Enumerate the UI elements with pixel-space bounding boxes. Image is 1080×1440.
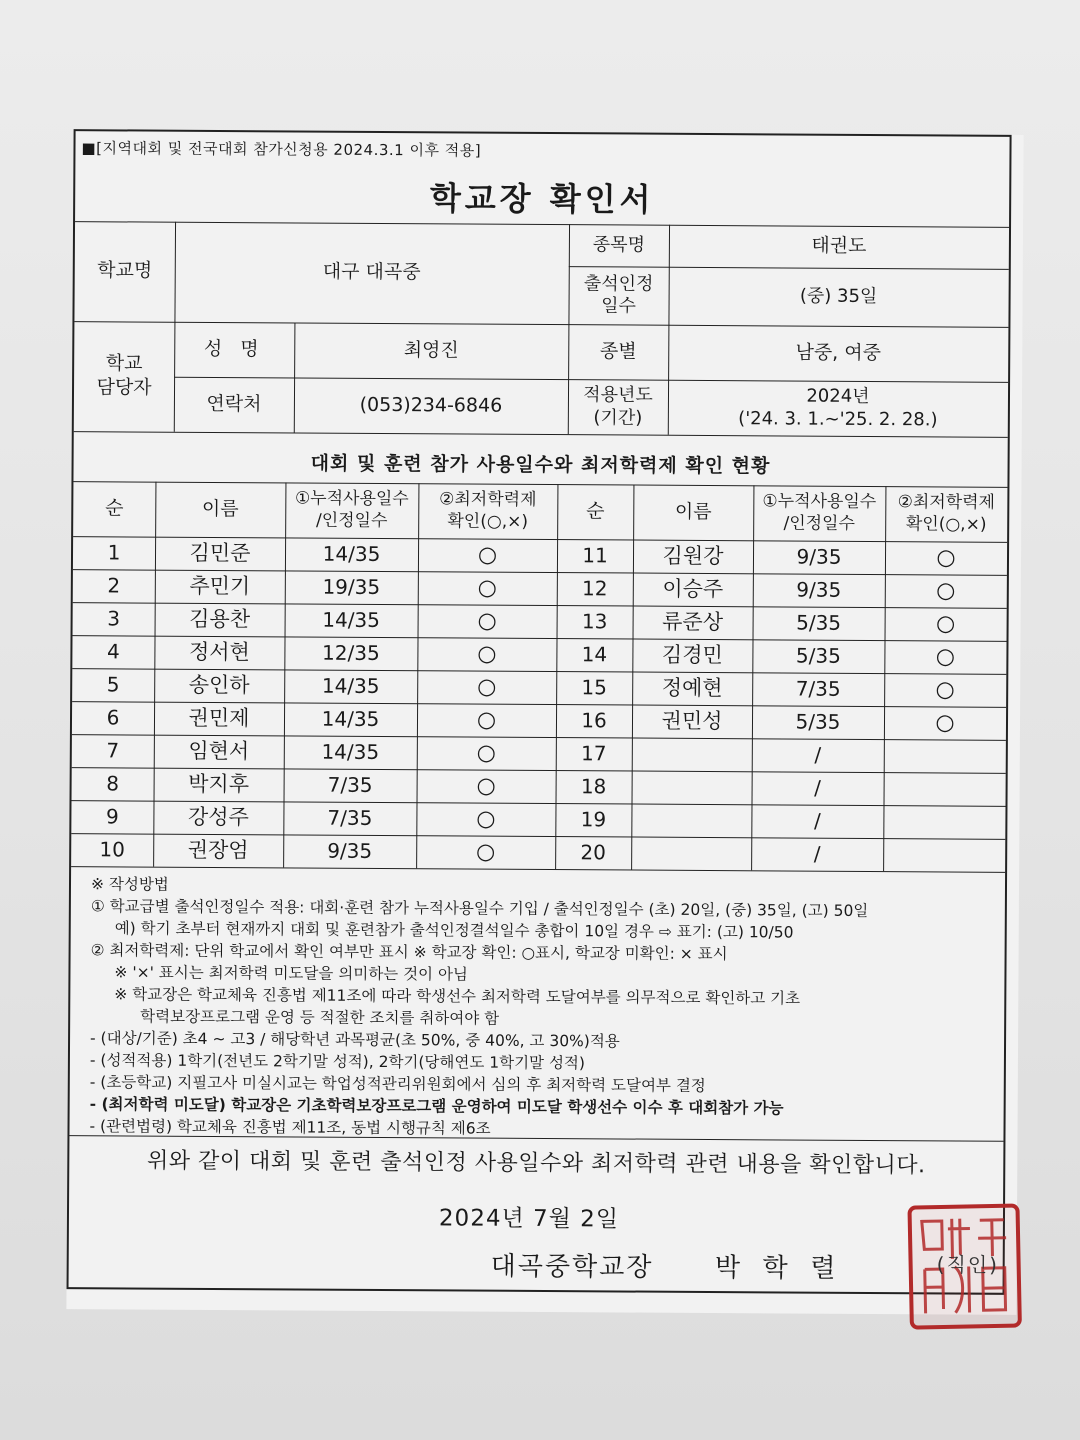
student-days: 14/35 bbox=[321, 673, 380, 698]
student-name: 임현서 bbox=[188, 739, 250, 764]
confirmation-statement: 위와 같이 대회 및 훈련 출석인정 사용일수와 최저학력 관련 내용을 확인합니다. bbox=[146, 1148, 926, 1179]
student-days: / bbox=[813, 808, 821, 833]
student-name: 김원강 bbox=[662, 544, 724, 569]
student-check: ○ bbox=[935, 611, 956, 637]
student-check: ○ bbox=[477, 575, 497, 601]
header-days-left: ①누적사용일수 /인정일수 bbox=[294, 488, 409, 531]
student-days: 14/35 bbox=[321, 706, 380, 731]
student-name: 권민성 bbox=[661, 709, 723, 734]
student-name: 권장엄 bbox=[187, 838, 249, 863]
student-days: 7/35 bbox=[327, 805, 373, 830]
student-check: ○ bbox=[476, 707, 497, 733]
student-name: 송인하 bbox=[188, 673, 250, 698]
row-no: 19 bbox=[580, 807, 607, 832]
note-line: - (초등학교) 지필고사 미실시교는 학업성적관리위원회에서 심의 후 최저학력 도달여부 결정 bbox=[89, 1073, 706, 1095]
student-check: ○ bbox=[476, 839, 496, 865]
row-no: 9 bbox=[105, 804, 119, 829]
certificate-form bbox=[67, 129, 1012, 1295]
row-no: 7 bbox=[106, 738, 120, 763]
student-name: 강성주 bbox=[187, 805, 249, 830]
row-no: 12 bbox=[582, 576, 608, 601]
row-no: 16 bbox=[581, 708, 607, 733]
row-no: 18 bbox=[580, 774, 607, 799]
student-check: ○ bbox=[476, 740, 496, 766]
student-days: 14/35 bbox=[322, 607, 381, 632]
note-line: 학력보장프로그램 운영 등 적절한 조치를 취하여야 함 bbox=[140, 1007, 500, 1028]
row-no: 3 bbox=[107, 606, 121, 631]
attendance-label: 출석인정 일수 bbox=[583, 272, 654, 317]
student-check: ○ bbox=[936, 578, 956, 604]
student-name: 권민제 bbox=[188, 706, 250, 731]
contact-value: (053)234-6846 bbox=[359, 393, 503, 417]
principal-signature: 대곡중학교장 박 학 렬 bbox=[490, 1251, 838, 1284]
note-line: ※ 학교장은 학교체육 진흥법 제11조에 따라 학생선수 최저학력 도달여부를 의무적으로 확인하고 기초 bbox=[114, 985, 801, 1008]
note-line: - (성적적용) 1학기(전년도 2학기말 성적), 2학기(당해연도 1학기말 성적) bbox=[89, 1051, 586, 1073]
row-no: 5 bbox=[106, 672, 120, 697]
school-name-value: 대구 대곡중 bbox=[322, 260, 421, 284]
student-name: 추민기 bbox=[189, 574, 251, 599]
student-days: 7/35 bbox=[795, 676, 841, 701]
student-days: 14/35 bbox=[321, 739, 380, 764]
form-usage-note: ■[지역대회 및 전국대회 참가신청용 2024.3.1 이후 적용] bbox=[81, 139, 482, 160]
student-check: ○ bbox=[477, 674, 497, 700]
student-check bbox=[883, 805, 1005, 839]
document-sheet bbox=[66, 129, 1023, 1315]
year-value: 2024년 ('24. 3. 1.~'25. 2. 28.) bbox=[738, 385, 938, 430]
header-no-right: 순 bbox=[586, 499, 605, 522]
student-check bbox=[883, 772, 1005, 806]
header-no-left: 순 bbox=[105, 496, 124, 520]
student-days: / bbox=[814, 775, 822, 800]
note-line: ② 최저학력제: 단위 학교에서 확인 여부만 표시 ※ 학교장 확인: ○표시, 학교장 미확인: × 표시 bbox=[90, 941, 728, 964]
student-name: 정예현 bbox=[661, 676, 723, 701]
student-check bbox=[883, 838, 1005, 872]
attendance-value: (중) 35일 bbox=[799, 285, 878, 307]
year-label: 적용년도 (기간) bbox=[583, 384, 653, 429]
student-check: ○ bbox=[477, 608, 497, 634]
seal-label: (직인) bbox=[936, 1252, 1000, 1277]
sport-label: 종목명 bbox=[592, 234, 646, 256]
student-days: 9/35 bbox=[796, 544, 842, 569]
note-line: - (관련법령) 학교체육 진흥법 제11조, 동법 시행규칙 제6조 bbox=[89, 1117, 491, 1138]
student-days: 9/35 bbox=[327, 838, 373, 863]
student-name: 김용찬 bbox=[189, 607, 251, 632]
student-name bbox=[632, 738, 752, 772]
student-check: ○ bbox=[935, 710, 955, 736]
status-section-title: 대회 및 훈련 참가 사용일수와 최저학력제 확인 현황 bbox=[310, 452, 771, 477]
row-no: 10 bbox=[99, 837, 126, 862]
student-days: / bbox=[813, 841, 821, 866]
sport-value: 태권도 bbox=[811, 234, 867, 258]
row-no: 15 bbox=[581, 675, 608, 700]
header-days-right: ①누적사용일수 /인정일수 bbox=[762, 491, 877, 534]
student-check: ○ bbox=[477, 641, 497, 667]
row-no: 13 bbox=[581, 609, 608, 634]
note-line: ① 학교급별 출석인정일수 적용: 대회·훈련 참가 누적사용일수 기입 / 출석인정일수 (초) 20일, (중) 35일, (고) 50일 bbox=[90, 897, 869, 920]
header-name-left: 이름 bbox=[201, 497, 239, 520]
student-check: ○ bbox=[935, 644, 956, 670]
gender-label: 종별 bbox=[599, 339, 637, 363]
student-days: 14/35 bbox=[322, 541, 381, 566]
student-check: ○ bbox=[935, 677, 955, 703]
student-days: 5/35 bbox=[795, 709, 841, 734]
student-days: 7/35 bbox=[327, 772, 373, 797]
student-name: 정서현 bbox=[188, 640, 250, 665]
student-days: 5/35 bbox=[795, 643, 841, 668]
note-heading: ※ 작성방법 bbox=[90, 875, 169, 894]
student-check: ○ bbox=[476, 806, 496, 832]
document-title: 학교장 확인서 bbox=[429, 179, 655, 219]
manager-label: 학교 담당자 bbox=[96, 352, 152, 399]
issue-date: 2024년 7월 2일 bbox=[438, 1205, 620, 1233]
row-no: 8 bbox=[106, 771, 120, 796]
student-days: / bbox=[814, 742, 822, 767]
note-line: ※ '×' 표시는 최저학력 미도달을 의미하는 것이 아님 bbox=[114, 963, 468, 984]
student-days: 9/35 bbox=[796, 577, 842, 602]
student-days: 19/35 bbox=[322, 574, 381, 599]
student-name: 류준상 bbox=[662, 610, 724, 635]
student-days: 12/35 bbox=[322, 640, 380, 665]
row-no: 4 bbox=[106, 639, 120, 664]
header-check-right: ②최저학력제 확인(○,×) bbox=[897, 492, 996, 535]
note-line: - (최저학력 미도달) 학교장은 기초학력보장프로그램 운영하여 미도달 학생선수 이수 후 대회참가 가능 bbox=[89, 1095, 784, 1118]
row-no: 14 bbox=[581, 642, 608, 667]
row-no: 17 bbox=[581, 741, 607, 766]
row-no: 6 bbox=[106, 705, 120, 730]
note-line: - (대상/기준) 초4 ~ 고3 / 해당학년 과목평균(초 50%, 중 40%, 고 30%)적용 bbox=[90, 1029, 620, 1051]
header-check-left: ②최저학력제 확인(○,×) bbox=[439, 489, 537, 532]
row-no: 1 bbox=[107, 540, 121, 565]
student-name: 박지후 bbox=[188, 772, 250, 797]
student-name: 이승주 bbox=[662, 577, 724, 602]
student-name bbox=[631, 837, 751, 871]
contact-label: 연락처 bbox=[206, 392, 262, 415]
student-name: 김경민 bbox=[661, 643, 723, 668]
student-check: ○ bbox=[476, 773, 496, 799]
student-check: ○ bbox=[936, 545, 956, 571]
manager-name-value: 최영진 bbox=[403, 338, 459, 362]
school-name-label: 학교명 bbox=[97, 259, 153, 282]
student-name bbox=[632, 771, 752, 805]
writing-instructions bbox=[89, 873, 1006, 1143]
note-line: 예) 학기 초부터 현재까지 대회 및 훈련참가 출석인정결석일수 총합이 10일 경우 ⇨ 표기: (고) 10/50 bbox=[114, 919, 794, 942]
row-no: 2 bbox=[107, 573, 121, 598]
student-name: 김민준 bbox=[189, 541, 251, 566]
manager-name-label: 성 명 bbox=[203, 337, 265, 360]
student-check bbox=[884, 739, 1006, 773]
row-no: 20 bbox=[580, 840, 606, 865]
student-check: ○ bbox=[477, 542, 498, 568]
student-name bbox=[631, 804, 751, 838]
student-days: 5/35 bbox=[796, 610, 842, 635]
row-no: 11 bbox=[582, 543, 608, 568]
header-name-right: 이름 bbox=[674, 500, 712, 523]
gender-value: 남중, 여중 bbox=[795, 341, 882, 364]
